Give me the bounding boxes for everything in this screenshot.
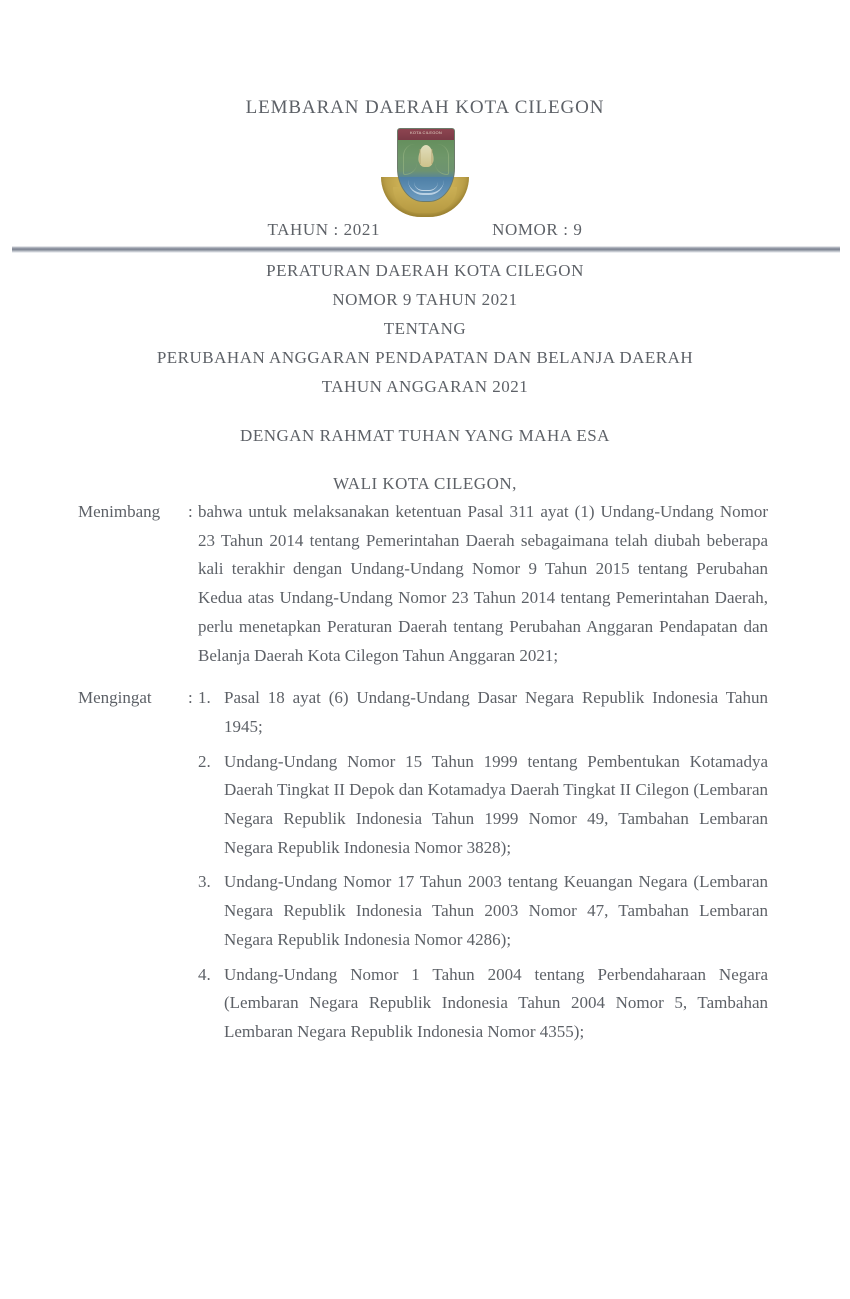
title-line-tentang: TENTANG — [383, 319, 467, 338]
list-item-number: 3. — [198, 872, 211, 892]
list-item-text: Pasal 18 ayat (6) Undang-Undang Dasar Negara Republik Indonesia Tahun 1945; — [224, 688, 768, 736]
clause-label-mengingat: Mengingat — [78, 688, 152, 708]
emblem-container — [0, 126, 850, 218]
clause-mengingat — [0, 684, 850, 1052]
masthead-title: LEMBARAN DAERAH KOTA CILEGON — [245, 97, 605, 118]
header-divider-rule — [12, 246, 840, 253]
list-item-number: 4. — [198, 964, 211, 984]
emblem-rice-left — [403, 144, 417, 175]
title-line-number: NOMOR 9 TAHUN 2021 — [332, 290, 518, 309]
title-line-regulation: PERATURAN DAERAH KOTA CILEGON — [266, 261, 584, 280]
masthead-year: TAHUN : 2021 — [267, 220, 381, 239]
menimbang-paragraph: bahwa untuk melaksanakan ketentuan Pasal 311 ayat (1) Undang-Undang Nomor 23 Tahun 2014 tentang Pemerintahan Daerah sebagaimana telah diubah beberapa kali terakhir dengan Undang-Undang Nomor 9 Tahun 2015 tentang Perubahan Kedua atas Undang-Undang Nomor 23 Tahun 2014 tentang Pemerintahan Daerah, perlu menetapkan Peraturan Daerah tentang Perubahan Anggaran Pendapatan dan Belanja Daerah Kota Cilegon Tahun Anggaran 2021; — [198, 502, 768, 665]
clause-content-menimbang — [198, 498, 768, 670]
preamble-invocation: DENGAN RAHMAT TUHAN YANG MAHA ESA — [240, 426, 610, 445]
masthead-meta — [0, 220, 850, 240]
list-item-number: 2. — [198, 751, 211, 771]
title-line-subject: PERUBAHAN ANGGARAN PENDAPATAN DAN BELANJA DAERAH — [156, 348, 694, 367]
preamble-authority: WALI KOTA CILEGON, — [333, 474, 517, 493]
clause-content-mengingat — [198, 684, 768, 1052]
clause-colon-mengingat: : — [188, 688, 193, 708]
list-item-number: 1. — [198, 688, 211, 708]
list-item — [198, 868, 768, 954]
clause-colon-menimbang: : — [188, 502, 193, 521]
masthead-number: NOMOR : 9 — [492, 220, 583, 239]
emblem-rice-right — [435, 144, 449, 175]
list-item — [198, 961, 768, 1047]
emblem-banner-label: KOTA CILEGON — [410, 130, 442, 135]
preamble-block — [0, 425, 850, 495]
document-body — [0, 498, 850, 1067]
regulation-title-block — [0, 256, 850, 401]
mengingat-reference-list — [198, 684, 768, 1046]
list-item-text: Undang-Undang Nomor 1 Tahun 2004 tentang Perbendaharaan Negara (Lembaran Negara Republik Indonesia Tahun 2004 Nomor 5, Tambahan Lembaran Negara Republik Indonesia Nomor 4355); — [224, 964, 768, 1041]
list-item-text: Undang-Undang Nomor 15 Tahun 1999 tentang Pembentukan Kotamadya Daerah Tingkat II Depok dan Kotamadya Daerah Tingkat II Cilegon (Lembaran Negara Republik Indonesia Tahun 1999 Nomor 49, Tambahan Lembaran Negara Republik Indonesia Nomor 3828); — [224, 751, 768, 857]
emblem-water — [398, 177, 454, 201]
list-item-text: Undang-Undang Nomor 17 Tahun 2003 tentang Keuangan Negara (Lembaran Negara Republik Indonesia Tahun 2003 Nomor 47, Tambahan Lembaran Negara Republik Indonesia Nomor 4286); — [224, 872, 768, 949]
list-item — [198, 684, 768, 741]
coat-of-arms-icon — [379, 126, 471, 218]
clause-menimbang — [0, 498, 850, 670]
emblem-shield — [397, 128, 455, 202]
emblem-flame-lines — [420, 149, 433, 164]
list-item — [198, 748, 768, 863]
title-line-fiscal-year: TAHUN ANGGARAN 2021 — [321, 377, 529, 396]
clause-label-menimbang: Menimbang — [78, 502, 161, 521]
masthead — [0, 96, 850, 240]
